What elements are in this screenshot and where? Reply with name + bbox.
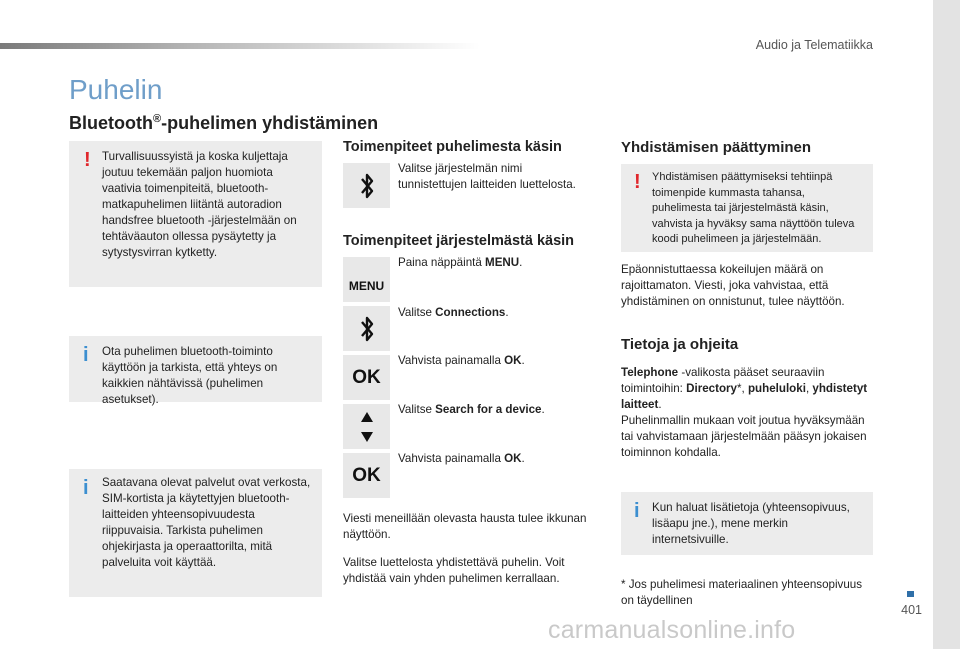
step-1: Paina näppäintä MENU. [398,256,523,269]
services-info-note: i Saatavana olevat palvelut ovat verkosta, SIM-kortista ja käytettyjen bluetooth-laitteiden yhteensopivuudesta riippuvaisia. Tarkista puhelimen ohjekirjasta ja operaattorilta, mitä palveluita voit käyttää. [69,469,322,597]
system-actions-heading: Toimenpiteet järjestelmästä käsin [343,233,575,249]
search-message-text: Viesti meneillään olevasta hausta tulee ikkunan näyttöön. [343,512,587,541]
warning-icon: ! [84,149,91,171]
info-heading: Tietoja ja ohjeita [621,336,739,353]
info-icon: i [83,344,89,366]
right-margin-bar [933,0,960,649]
bluetooth-key [343,306,390,351]
select-phone-text: Valitse luettelosta yhdistettävä puhelin. Voit yhdistää vain yhden puhelimen kerrallaan. [343,556,565,585]
page-subtitle: Bluetooth®-puhelimen yhdistäminen [69,113,379,133]
warning-icon: ! [634,171,641,193]
watermark: carmanualsonline.info [548,616,796,644]
menu-key [343,257,390,302]
section-header: Audio ja Telematiikka [755,38,873,52]
connection-result-text: Epäonnistuttaessa kokeilujen määrä on rajoittamaton. Viesti, joka vahvistaa, että yhdistäminen on onnistunut, tulee näyttöön. [621,263,845,308]
telephone-menu-text: Telephone -valikosta pääset seuraaviin toimintoihin: Directory*, puheluloki, yhdistetyt laitteet. Puhelinmallin mukaan voit joutua hyväksymään tai vahvistamaan järjestelmään pääsyn jokaisen toiminnon kohdalla. [621,366,868,459]
ok-key [343,453,390,498]
footnote: * Jos puhelimesi materiaalinen yhteensopivuus on täydellinen [621,578,863,607]
code-confirm-warning-note: ! Yhdistämisen päättymiseksi tehtiinpä toimenpide kummasta tahansa, puhelimesta tai järjestelmästä käsin, vahvista ja hyväksy sama näyttöön tuleva koodi puhelimeen ja järjestelmään. [621,164,873,252]
info-icon: i [634,500,640,522]
header-gradient-bar [0,43,480,49]
ok-key-label: OK [352,366,381,388]
step-3: Vahvista painamalla OK. [398,354,525,367]
step-2: Valitse Connections. [398,306,509,319]
menu-key-label: MENU [348,278,385,293]
ok-key [343,355,390,400]
connection-end-heading: Yhdistämisen päättyminen [621,139,812,156]
bluetooth-icon [359,314,375,344]
page-marker [907,591,914,597]
bluetooth-icon [359,171,375,201]
step-5: Vahvista painamalla OK. [398,452,525,465]
info-icon: i [83,477,89,499]
up-down-arrows-icon [359,410,375,444]
step-4: Valitse Search for a device. [398,403,545,416]
ok-key-label: OK [352,464,381,486]
bluetooth-key [343,163,390,208]
bluetooth-info-note: i Ota puhelimen bluetooth-toiminto käyttöön ja tarkista, että yhteys on kaikkien nähtävissä (puhelimen asetukset). [69,336,322,402]
page-number: 401 [901,603,922,617]
website-info-note: i Kun haluat lisätietoja (yhteensopivuus, lisäapu jne.), mene merkin internetsivuille. [621,492,873,555]
phone-step: Valitse järjestelmän nimi tunnistettujen laitteiden luettelosta. [398,162,576,191]
arrow-keys [343,404,390,449]
phone-actions-heading: Toimenpiteet puhelimesta käsin [343,139,562,155]
page-title: Puhelin [69,74,163,105]
safety-warning-note: ! Turvallisuussyistä ja koska kuljettaja joutuu tekemään paljon huomiota vaativia toimenpiteitä, bluetooth-matkapuhelimen liitäntä autoradion handsfree bluetooth -järjestelmään on tehtäväauton ollessa pysäytetty ja sytystysvirran kytketty. [69,141,322,287]
